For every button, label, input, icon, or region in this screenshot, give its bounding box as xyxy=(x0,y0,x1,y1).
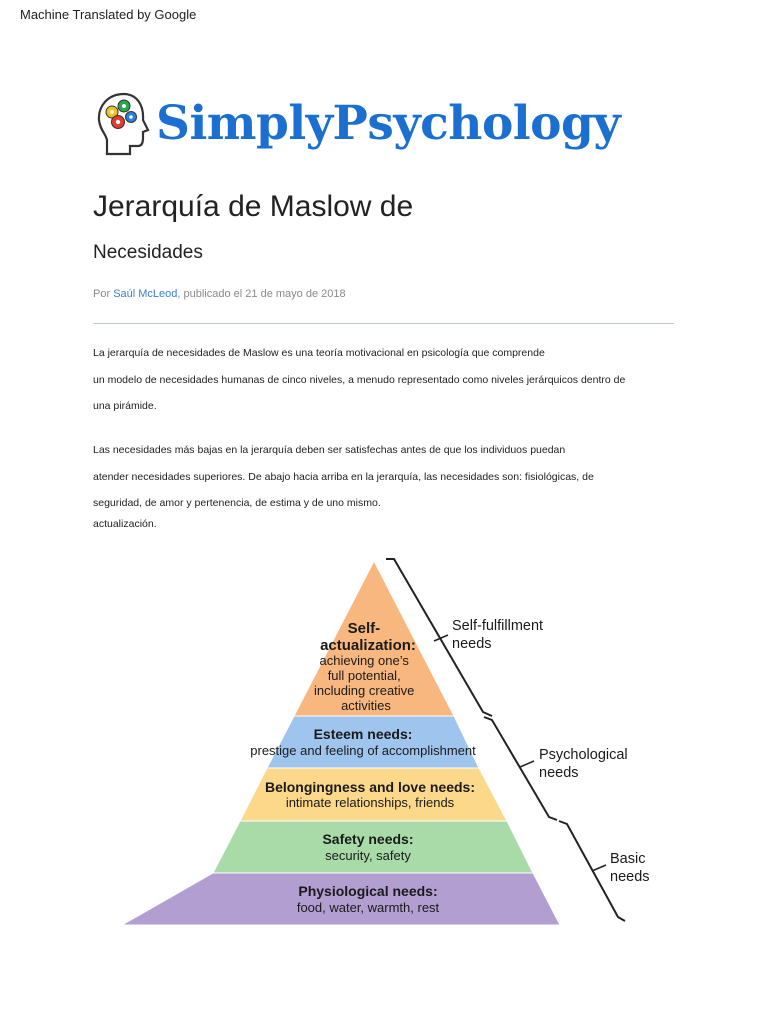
level-description: prestige and feeling of accomplishment xyxy=(250,743,476,758)
paragraph-line: atender necesidades superiores. De abajo hacia arriba en la jerarquía, las necesidades son: fisiológicas, de xyxy=(93,470,594,483)
intro-paragraph xyxy=(93,347,625,427)
byline-prefix: Por xyxy=(93,288,114,300)
paragraph-line: un modelo de necesidades humanas de cinco niveles, a menudo representado como niveles jerárquicos dentro de xyxy=(93,373,626,386)
level-description: food, water, warmth, rest xyxy=(296,900,440,915)
logo-text: SimplyPsychology xyxy=(156,95,621,151)
author-link[interactable]: Saúl McLeod xyxy=(113,288,178,300)
head-gears-icon xyxy=(94,90,152,156)
bracket-tick xyxy=(592,865,606,871)
page-subtitle: Necesidades xyxy=(93,242,203,263)
pyramid-level-safety xyxy=(213,821,533,873)
site-logo[interactable] xyxy=(94,90,620,156)
level-description: achieving one’s full potential, including creative activities xyxy=(313,653,415,713)
paragraph-line: actualización. xyxy=(93,517,157,530)
group-label-psychological: Psychological needs xyxy=(539,747,628,781)
group-label-self-fulfillment: Self-fulfillment needs xyxy=(452,618,544,652)
paragraph-line: La jerarquía de necesidades de Maslow es una teoría motivacional en psicología que comprende xyxy=(93,347,545,359)
second-paragraph xyxy=(93,444,594,532)
pyramid-level-physiological xyxy=(122,873,560,925)
level-description: intimate relationships, friends xyxy=(285,795,455,810)
level-title: Physiological needs: xyxy=(298,883,438,899)
maslow-pyramid xyxy=(118,555,658,927)
pyramid-level-esteem xyxy=(267,716,479,768)
paragraph-line: Las necesidades más bajas en la jerarquía deben ser satisfechas antes de que los individuos puedan xyxy=(93,444,566,456)
group-label-basic: Basic needs xyxy=(610,851,650,885)
level-title: Self- actualization: xyxy=(320,620,416,654)
level-title: Belongingness and love needs: xyxy=(264,779,476,795)
level-title: Esteem needs: xyxy=(313,726,413,742)
byline xyxy=(93,288,346,300)
machine-translated-banner: Machine Translated by Google xyxy=(20,7,197,22)
page-title: Jerarquía de Maslow de xyxy=(93,190,414,223)
level-title: Safety needs: xyxy=(322,831,414,847)
byline-date: , publicado el 21 de mayo de 2018 xyxy=(177,288,346,300)
divider xyxy=(93,323,674,324)
level-description: security, safety xyxy=(325,848,411,863)
paragraph-line: una pirámide. xyxy=(93,400,157,412)
bracket-tick xyxy=(520,761,534,767)
paragraph-line: seguridad, de amor y pertenencia, de estima y de uno mismo. xyxy=(93,497,381,509)
